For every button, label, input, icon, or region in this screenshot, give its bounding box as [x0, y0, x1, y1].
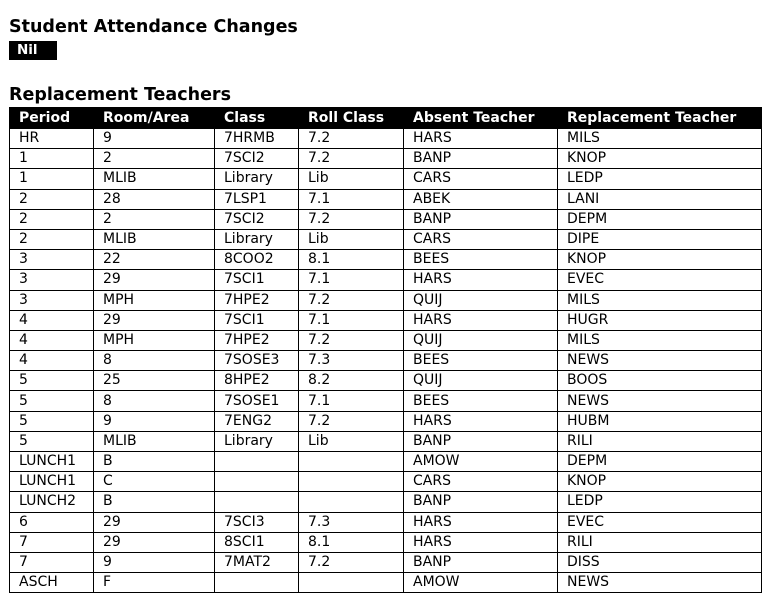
cell-room-area: C — [94, 472, 215, 492]
cell-room-area: 29 — [94, 532, 215, 552]
cell-replacement-teacher: HUBM — [558, 411, 762, 431]
table-row — [10, 573, 762, 593]
cell-period: 2 — [10, 229, 94, 249]
table-row — [10, 330, 762, 350]
column-header-replacement-teacher: Replacement Teacher — [558, 108, 762, 129]
cell-replacement-teacher: NEWS — [558, 391, 762, 411]
cell-absent-teacher: CARS — [404, 229, 558, 249]
cell-absent-teacher: HARS — [404, 270, 558, 290]
cell-roll-class: 7.1 — [299, 270, 404, 290]
column-header-roll-class: Roll Class — [299, 108, 404, 129]
cell-class: 7HRMB — [215, 129, 299, 149]
cell-room-area: MPH — [94, 330, 215, 350]
table-row — [10, 310, 762, 330]
cell-room-area: 9 — [94, 552, 215, 572]
cell-replacement-teacher: DEPM — [558, 209, 762, 229]
cell-roll-class: Lib — [299, 431, 404, 451]
column-header-room-area: Room/Area — [94, 108, 215, 129]
cell-absent-teacher: BANP — [404, 431, 558, 451]
cell-period: 5 — [10, 391, 94, 411]
cell-period: 5 — [10, 371, 94, 391]
cell-absent-teacher: BANP — [404, 149, 558, 169]
cell-room-area: 9 — [94, 411, 215, 431]
cell-room-area: MLIB — [94, 169, 215, 189]
cell-period: 5 — [10, 431, 94, 451]
cell-class: 8SCI1 — [215, 532, 299, 552]
table-row — [10, 452, 762, 472]
attendance-status-badge: Nil — [9, 41, 57, 60]
cell-replacement-teacher: DIPE — [558, 229, 762, 249]
cell-roll-class: 8.2 — [299, 371, 404, 391]
cell-period: 7 — [10, 552, 94, 572]
cell-roll-class: 8.1 — [299, 532, 404, 552]
table-row — [10, 290, 762, 310]
cell-class: 7SCI2 — [215, 209, 299, 229]
cell-absent-teacher: CARS — [404, 472, 558, 492]
cell-room-area: MLIB — [94, 229, 215, 249]
cell-replacement-teacher: MILS — [558, 290, 762, 310]
cell-roll-class: 7.1 — [299, 189, 404, 209]
cell-roll-class: 7.2 — [299, 411, 404, 431]
cell-class: 7SCI1 — [215, 310, 299, 330]
cell-replacement-teacher: EVEC — [558, 270, 762, 290]
cell-class: 7SCI1 — [215, 270, 299, 290]
cell-period: 1 — [10, 169, 94, 189]
cell-absent-teacher: HARS — [404, 411, 558, 431]
cell-replacement-teacher: RILI — [558, 532, 762, 552]
cell-period: 3 — [10, 290, 94, 310]
cell-period: 3 — [10, 250, 94, 270]
cell-period: 7 — [10, 532, 94, 552]
cell-absent-teacher: HARS — [404, 512, 558, 532]
cell-room-area: 2 — [94, 209, 215, 229]
cell-replacement-teacher: KNOP — [558, 250, 762, 270]
cell-replacement-teacher: MILS — [558, 129, 762, 149]
cell-room-area: B — [94, 492, 215, 512]
cell-roll-class: 7.3 — [299, 512, 404, 532]
cell-replacement-teacher: NEWS — [558, 351, 762, 371]
table-row — [10, 532, 762, 552]
cell-roll-class: Lib — [299, 229, 404, 249]
cell-roll-class: 7.2 — [299, 129, 404, 149]
cell-class — [215, 573, 299, 593]
cell-class: 7LSP1 — [215, 189, 299, 209]
cell-class: Library — [215, 169, 299, 189]
cell-room-area: F — [94, 573, 215, 593]
cell-room-area: 29 — [94, 270, 215, 290]
cell-replacement-teacher: DISS — [558, 552, 762, 572]
cell-class: 7SOSE3 — [215, 351, 299, 371]
cell-absent-teacher: HARS — [404, 532, 558, 552]
table-row — [10, 371, 762, 391]
cell-replacement-teacher: DEPM — [558, 452, 762, 472]
cell-absent-teacher: ABEK — [404, 189, 558, 209]
table-row — [10, 250, 762, 270]
cell-period: 2 — [10, 189, 94, 209]
cell-class: 7MAT2 — [215, 552, 299, 572]
table-row — [10, 552, 762, 572]
cell-room-area: 8 — [94, 391, 215, 411]
cell-absent-teacher: HARS — [404, 310, 558, 330]
cell-room-area: 22 — [94, 250, 215, 270]
cell-class: 7HPE2 — [215, 290, 299, 310]
cell-absent-teacher: HARS — [404, 129, 558, 149]
cell-class: 7SCI2 — [215, 149, 299, 169]
cell-period: LUNCH1 — [10, 472, 94, 492]
cell-period: LUNCH2 — [10, 492, 94, 512]
cell-room-area: 2 — [94, 149, 215, 169]
cell-class — [215, 452, 299, 472]
cell-absent-teacher: QUIJ — [404, 290, 558, 310]
table-header-row — [10, 108, 762, 129]
cell-class: 7ENG2 — [215, 411, 299, 431]
column-header-absent-teacher: Absent Teacher — [404, 108, 558, 129]
cell-class: Library — [215, 431, 299, 451]
cell-period: HR — [10, 129, 94, 149]
replacement-title: Replacement Teachers — [9, 85, 231, 105]
cell-room-area: 8 — [94, 351, 215, 371]
cell-room-area: 25 — [94, 371, 215, 391]
cell-absent-teacher: AMOW — [404, 452, 558, 472]
cell-replacement-teacher: LEDP — [558, 169, 762, 189]
cell-replacement-teacher: KNOP — [558, 149, 762, 169]
cell-roll-class: 8.1 — [299, 250, 404, 270]
cell-period: 1 — [10, 149, 94, 169]
cell-replacement-teacher: LEDP — [558, 492, 762, 512]
cell-period: 5 — [10, 411, 94, 431]
table-row — [10, 431, 762, 451]
cell-class: 7SOSE1 — [215, 391, 299, 411]
table-row — [10, 351, 762, 371]
cell-period: 6 — [10, 512, 94, 532]
cell-period: 4 — [10, 310, 94, 330]
table-row — [10, 492, 762, 512]
table-body — [10, 129, 762, 593]
cell-roll-class: 7.1 — [299, 391, 404, 411]
table-row — [10, 391, 762, 411]
table-row — [10, 411, 762, 431]
cell-room-area: 28 — [94, 189, 215, 209]
cell-replacement-teacher: MILS — [558, 330, 762, 350]
cell-absent-teacher: BEES — [404, 351, 558, 371]
cell-class: 8COO2 — [215, 250, 299, 270]
cell-roll-class: 7.2 — [299, 330, 404, 350]
table-row — [10, 229, 762, 249]
cell-class — [215, 472, 299, 492]
cell-roll-class: 7.2 — [299, 209, 404, 229]
cell-roll-class: Lib — [299, 169, 404, 189]
table-row — [10, 189, 762, 209]
cell-period: 3 — [10, 270, 94, 290]
cell-absent-teacher: BANP — [404, 209, 558, 229]
cell-roll-class: 7.2 — [299, 290, 404, 310]
cell-period: 2 — [10, 209, 94, 229]
column-header-class: Class — [215, 108, 299, 129]
cell-roll-class — [299, 573, 404, 593]
cell-absent-teacher: BEES — [404, 250, 558, 270]
cell-room-area: 29 — [94, 512, 215, 532]
cell-absent-teacher: BEES — [404, 391, 558, 411]
cell-roll-class — [299, 452, 404, 472]
cell-absent-teacher: BANP — [404, 492, 558, 512]
table-row — [10, 169, 762, 189]
cell-absent-teacher: AMOW — [404, 573, 558, 593]
cell-room-area: MPH — [94, 290, 215, 310]
cell-replacement-teacher: LANI — [558, 189, 762, 209]
cell-roll-class: 7.2 — [299, 552, 404, 572]
cell-roll-class — [299, 472, 404, 492]
table-row — [10, 129, 762, 149]
cell-class: 7HPE2 — [215, 330, 299, 350]
replacement-table — [9, 107, 762, 593]
cell-room-area: B — [94, 452, 215, 472]
cell-absent-teacher: QUIJ — [404, 330, 558, 350]
cell-absent-teacher: CARS — [404, 169, 558, 189]
table-row — [10, 472, 762, 492]
attendance-title: Student Attendance Changes — [9, 17, 298, 37]
cell-replacement-teacher: EVEC — [558, 512, 762, 532]
table-row — [10, 209, 762, 229]
column-header-period: Period — [10, 108, 94, 129]
cell-class — [215, 492, 299, 512]
table-row — [10, 512, 762, 532]
cell-roll-class: 7.2 — [299, 149, 404, 169]
cell-replacement-teacher: RILI — [558, 431, 762, 451]
cell-period: 4 — [10, 330, 94, 350]
cell-period: ASCH — [10, 573, 94, 593]
cell-replacement-teacher: KNOP — [558, 472, 762, 492]
cell-class: 7SCI3 — [215, 512, 299, 532]
cell-room-area: 29 — [94, 310, 215, 330]
cell-class: Library — [215, 229, 299, 249]
cell-absent-teacher: BANP — [404, 552, 558, 572]
cell-roll-class — [299, 492, 404, 512]
cell-class: 8HPE2 — [215, 371, 299, 391]
table-row — [10, 270, 762, 290]
cell-roll-class: 7.3 — [299, 351, 404, 371]
table-row — [10, 149, 762, 169]
cell-replacement-teacher: BOOS — [558, 371, 762, 391]
cell-replacement-teacher: HUGR — [558, 310, 762, 330]
cell-period: LUNCH1 — [10, 452, 94, 472]
cell-roll-class: 7.1 — [299, 310, 404, 330]
cell-replacement-teacher: NEWS — [558, 573, 762, 593]
cell-room-area: MLIB — [94, 431, 215, 451]
cell-period: 4 — [10, 351, 94, 371]
cell-room-area: 9 — [94, 129, 215, 149]
cell-absent-teacher: QUIJ — [404, 371, 558, 391]
